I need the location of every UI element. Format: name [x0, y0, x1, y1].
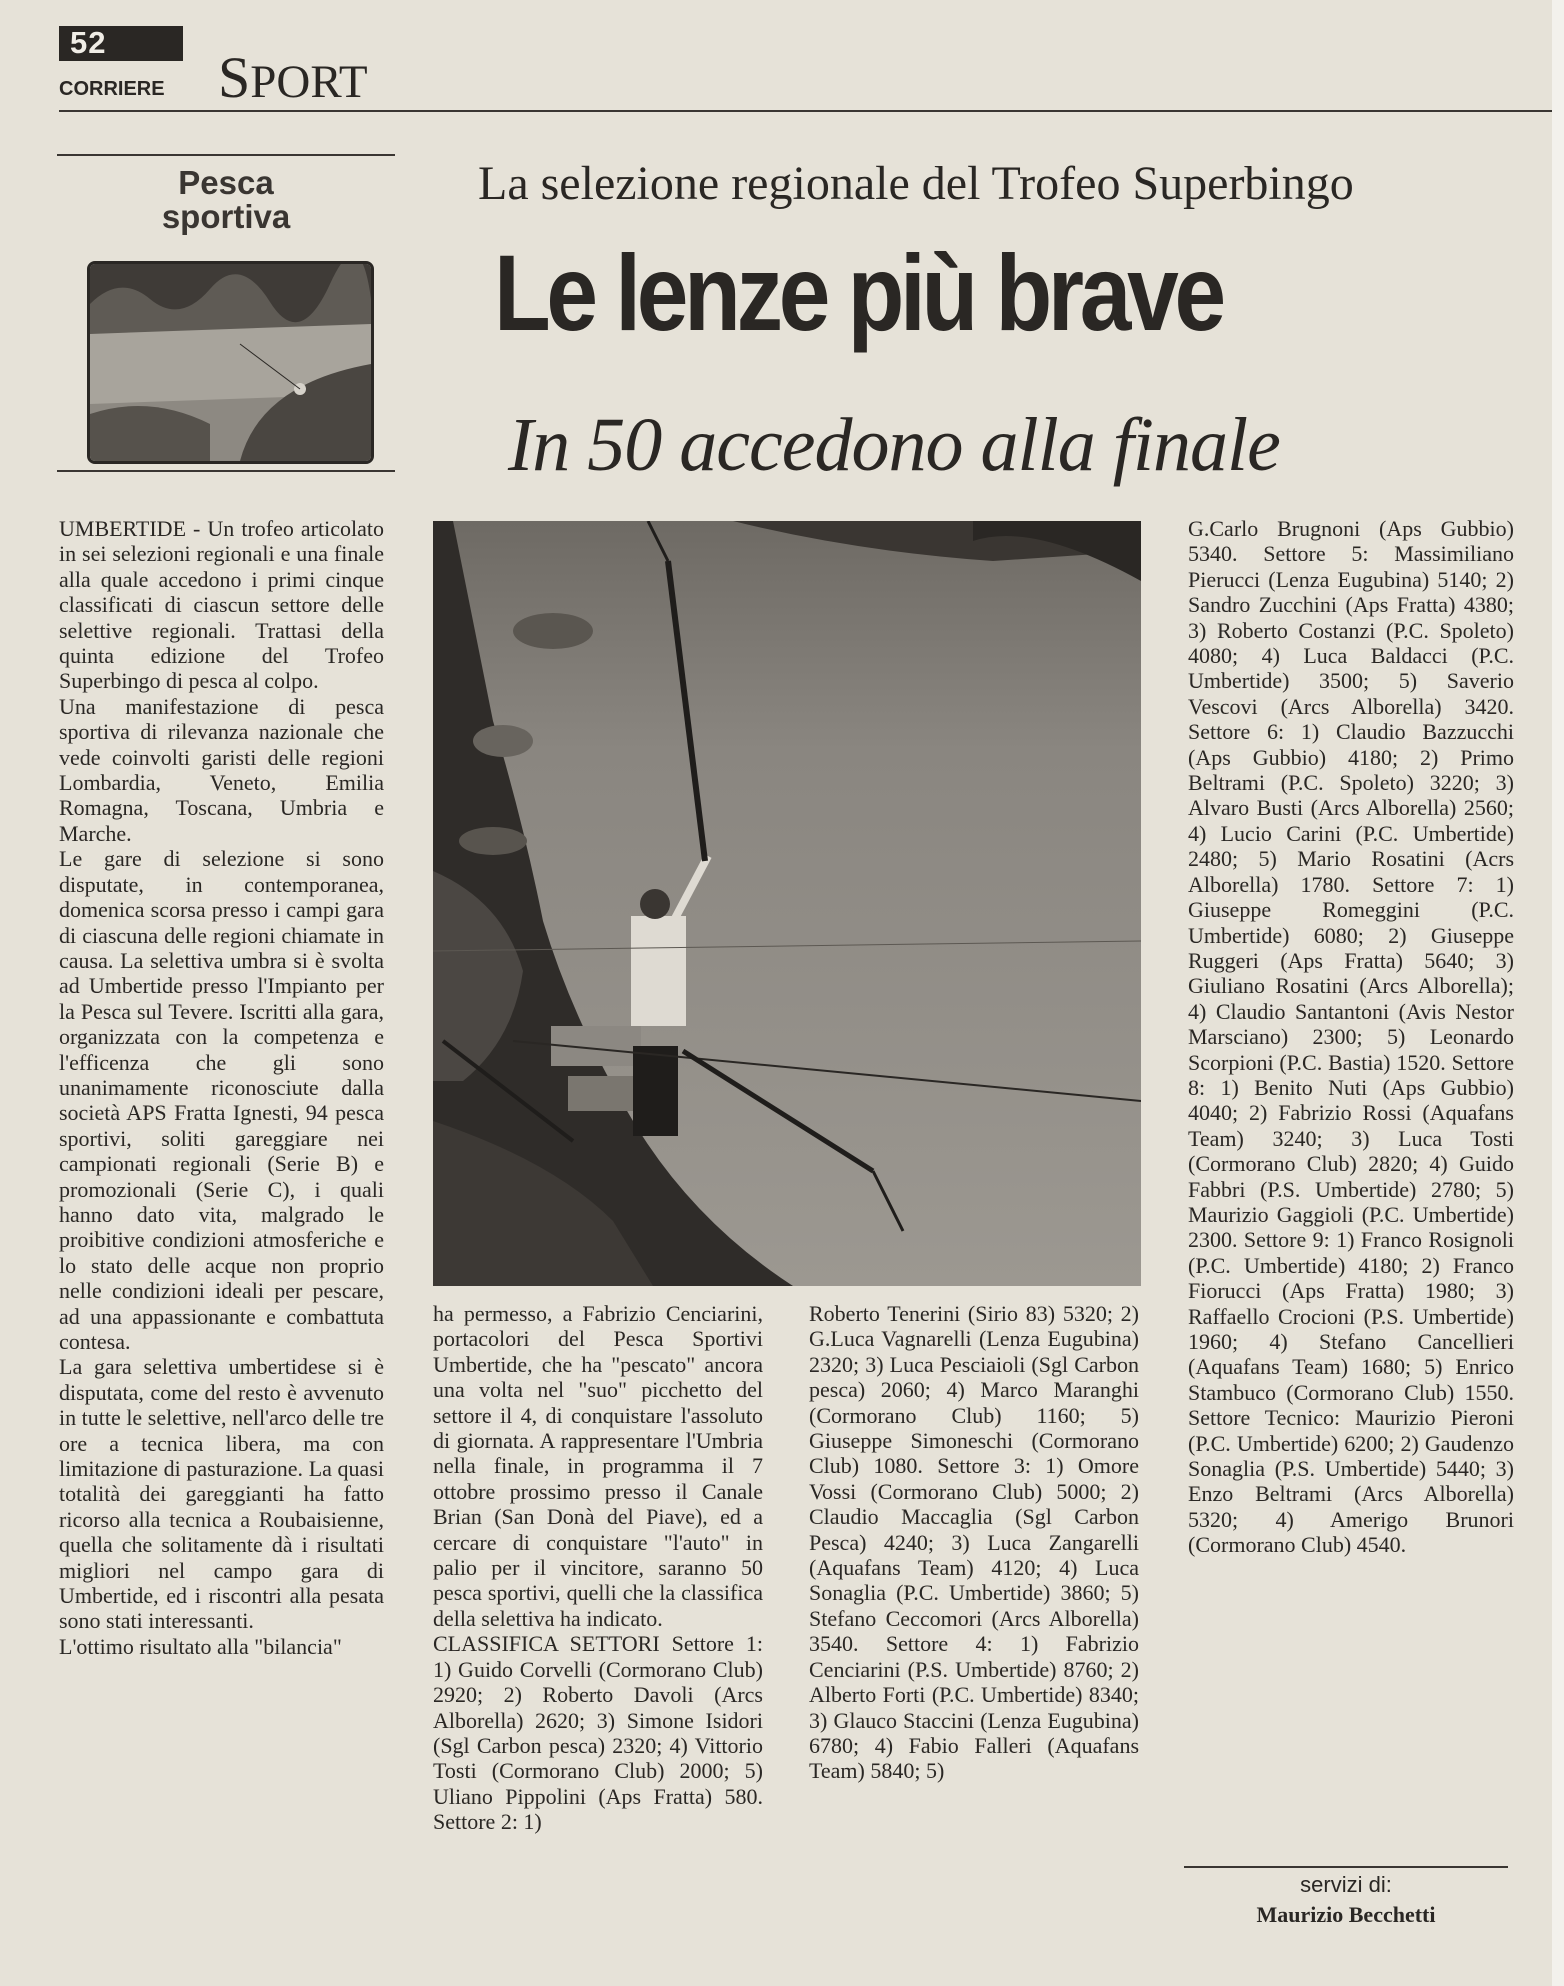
article-column-4 [1188, 516, 1514, 1558]
page-edge [1552, 0, 1564, 1986]
fisherman-photo [433, 521, 1141, 1286]
section-title [218, 44, 368, 111]
fisherman-photo-icon [433, 521, 1141, 1286]
column-1-paragraph: UMBERTIDE - Un trofeo articolato in sei selezioni regionali e una finale alla quale accedono i primi cinque classificati di ciascun settore delle selettive regionali. Trattasi della quinta edizione del Trofeo Superbingo di pesca al colpo. [59, 516, 384, 694]
column-1-paragraph: L'ottimo risultato alla "bilancia" [59, 1633, 342, 1659]
section-title-initial: S [218, 45, 251, 110]
river-photo-icon [90, 264, 371, 461]
column-1-paragraph: La gara selettiva umbertidese si è disputata, come del resto è avvenuto in tutte le selettive, nell'arco delle tre ore a tecnica libera, ma con limitazione di pasturazione. La quasi totalità dei gareggianti ha fatto ricorso alla tecnica a Roubaisienne, quella che solitamente dà i risultati migliori nel campo gara di Umbertide, ed i riscontri alla pesata sono stati interessanti. [59, 1354, 384, 1634]
article-column-1 [59, 516, 384, 1659]
kicker-title-line1: Pesca [178, 164, 274, 201]
byline-rule [1184, 1866, 1508, 1868]
column-1-paragraph: Una manifestazione di pesca sportiva di rilevanza nazionale che vede coinvolti garisti delle regioni Lombardia, Veneto, Emilia Romagna, Toscana, Umbria e Marche. [59, 693, 384, 846]
kicker-top-rule [57, 154, 395, 156]
section-title-rest: PORT [250, 56, 368, 108]
column-1-paragraph: Le gare di selezione si sono disputate, in contemporanea, domenica scorsa presso i campi gara di ciascuna delle regioni chiamate in causa. La selettiva umbra si è svolta ad Umbertide presso l'Impianto per la Pesca sul Tevere. Iscritti alla gara, organizzata con la competenza e l'efficenza che gli sono unanimamente riconosciute dalla società APS Fratta Ignesti, 94 pesca sportivi, soliti gareggiare nei campionati regionali (Serie B) e promozionali (Serie C), i quali hanno dato vita, malgrado le proibitive condizioni atmosferiche e lo stato delle acque non proprio nelle condizioni ideali per pescare, ad una appassionante e combattuta contesa. [59, 846, 384, 1354]
newspaper-name: CORRIERE [59, 78, 165, 100]
article-column-2 [433, 1301, 763, 1835]
column-2-paragraph: ha permesso, a Fabrizio Cenciarini, portacolori del Pesca Sportivi Umbertide, che ha "pescato" ancora una volta nel "suo" picchetto del settore il 4, di conquistare l'assoluto di giornata. A rappresentare l'Umbria nella finale, in programma il 7 ottobre prossimo presso il Canale Brian (San Donà del Piave), ed a cercare di conquistare "l'auto" in palio per il vincitore, saranno 50 pesca sportivi, quelli che la classifica della selettiva ha indicato. [433, 1301, 763, 1631]
byline-author: Maurizio Becchetti [1256, 1902, 1436, 1927]
kicker-river-photo [87, 261, 374, 464]
article-column-3 [809, 1301, 1139, 1784]
kicker-bottom-rule [57, 470, 395, 472]
column-4-paragraph: G.Carlo Brugnoni (Aps Gubbio) 5340. Settore 5: Massimiliano Pierucci (Lenza Eugubina) 5140; 2) Sandro Zucchini (Aps Fratta) 4380; 3) Roberto Costanzi (P.C. Spoleto) 4080; 4) Luca Baldacci (P.C. Umbertide) 3500; 5) Saverio Vescovi (Arcs Alborella) 3420. Settore 6: 1) Claudio Bazzucchi (Aps Gubbio) 4180; 2) Primo Beltrami (P.C. Spoleto) 3220; 3) Alvaro Busti (Arcs Alborella) 2560; 4) Lucio Carini (P.C. Umbertide) 2480; 5) Mario Rosatini (Acrs Alborella) 1780. Settore 7: 1) Giuseppe Romeggini (P.C. Umbertide) 6080; 2) Giuseppe Ruggeri (Aps Fratta) 5640; 3) Giuliano Rosatini (Arcs Alborella); 4) Claudio Santantoni (Avis Nestor Marsciano) 2300; 5) Leonardo Scorpioni (P.C. Bastia) 1520. Settore 8: 1) Benito Nuti (Aps Gubbio) 4040; 2) Fabrizio Rossi (Aquafans Team) 3240; 3) Luca Tosti (Cormorano Club) 2820; 4) Guido Fabbri (P.S. Umbertide) 2780; 5) Maurizio Gaggioli (P.C. Umbertide) 2300. Settore 9: 1) Franco Rosignoli (P.C. Umbertide) 4180; 2) Franco Fiorucci (Aps Fratta) 1980; 3) Raffaello Crocioni (P.S. Umbertide) 1960; 4) Stefano Cancellieri (Aquafans Team) 1680; 5) Enrico Stambuco (Cormorano Club) 1550. Settore Tecnico: Maurizio Pieroni (P.C. Umbertide) 6200; 2) Gaudenzo Sonaglia (P.S. Umbertide) 5440; 3) Enzo Beltrami (Arcs Alborella) 5320; 4) Amerigo Brunori (Cormorano Club) 4540. [1188, 516, 1514, 1558]
column-2-paragraph: CLASSIFICA SETTORI Settore 1: 1) Guido Corvelli (Cormorano Club) 2920; 2) Roberto Davoli (Arcs Alborella) 2620; 3) Simone Isidori (Sgl Carbon pesca) 2320; 4) Vittorio Tosti (Cormorano Club) 2000; 5) Uliano Pippolini (Aps Fratta) 580. Settore 2: 1) [433, 1631, 763, 1835]
article-subheadline: In 50 accedono alla finale [508, 403, 1280, 487]
kicker-title-line2: sportiva [161, 198, 291, 235]
page-number: 52 [70, 25, 107, 60]
byline-label: servizi di: [1300, 1872, 1392, 1897]
article-overline: La selezione regionale del Trofeo Superbingo [478, 157, 1354, 210]
article-headline: Le lenze più brave [494, 232, 1222, 353]
header-rule [59, 110, 1552, 112]
kicker-title [60, 166, 392, 234]
column-3-paragraph: Roberto Tenerini (Sirio 83) 5320; 2) G.Luca Vagnarelli (Lenza Eugubina) 2320; 3) Luca Pesciaioli (Sgl Carbon pesca) 2060; 4) Marco Maranghi (Cormorano Club) 1160; 5) Giuseppe Simoneschi (Cormorano Club) 1080. Settore 3: 1) Omore Vossi (Cormorano Club) 5000; 2) Claudio Maccaglia (Sgl Carbon Pesca) 4240; 3) Luca Zangarelli (Aquafans Team) 4120; 4) Luca Sonaglia (P.C. Umbertide) 3860; 5) Stefano Ceccomori (Arcs Alborella) 3540. Settore 4: 1) Fabrizio Cenciarini (P.S. Umbertide) 8760; 2) Alberto Forti (P.C. Umbertide) 8340; 3) Glauco Staccini (Lenza Eugubina) 6780; 4) Fabio Falleri (Aquafans Team) 5840; 5) [809, 1301, 1139, 1784]
